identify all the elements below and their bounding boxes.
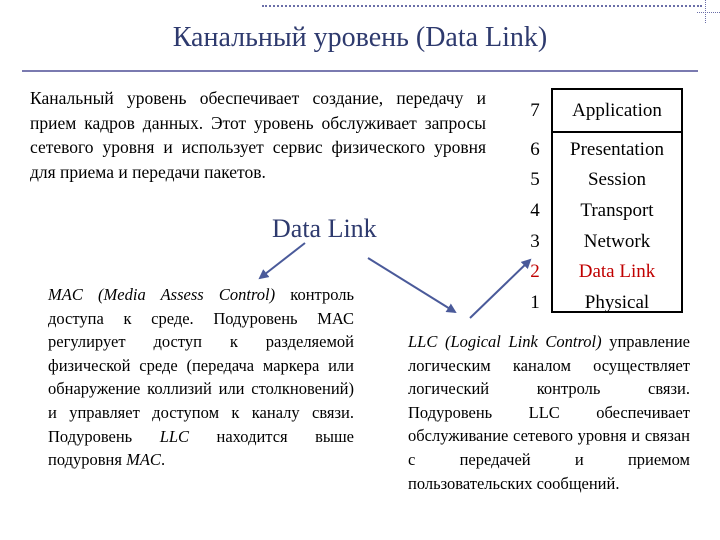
llc-abbr: LLC: [408, 332, 438, 351]
arrow-to-data-link-layer: [470, 260, 530, 318]
osi-layer-5-number: 5: [530, 169, 540, 190]
osi-layer-6-name: Presentation: [570, 139, 664, 160]
osi-layer-6-number: 6: [530, 139, 540, 160]
osi-layer-4-number: 4: [530, 200, 540, 221]
osi-layer-1-number: 1: [530, 292, 540, 313]
llc-expansion: (Logical Link Control): [444, 332, 602, 351]
arrow-to-mac: [260, 243, 305, 278]
mac-abbr: MAC: [48, 285, 83, 304]
mac-paragraph: [48, 283, 354, 472]
osi-layer-7-name: Application: [572, 100, 662, 121]
osi-layer-1-name: Physical: [584, 292, 650, 313]
mac-llc-ref: LLC: [159, 426, 190, 446]
osi-layer-4-name: Transport: [580, 200, 654, 221]
osi-layer-3-name: Network: [583, 231, 651, 252]
llc-text: управление логическим каналом осуществляет логический контроль связи. Подуровень LLC обеспечивает обслуживание сетевого уровня и связан с передачей и приемом пользовательских сообщений.: [408, 332, 690, 493]
mac-end: .: [160, 450, 166, 470]
data-link-heading: Data Link: [272, 214, 377, 243]
mac-expansion: (Media Assess Control): [98, 285, 276, 304]
mac-text-a: контроль доступа к среде. Подуровень МАС регулирует доступ к разделяемой физической среде (передача маркера или обнаружение коллизий или столкновений) и управляет доступом к каналу связи. Подуровень: [48, 285, 355, 446]
osi-layer-7-number: 7: [530, 100, 540, 121]
osi-layer-2-name: Data Link: [578, 261, 656, 282]
osi-layer-5-name: Session: [587, 169, 647, 190]
osi-layer-2-number: 2: [530, 261, 540, 282]
intro-paragraph: Канальный уровень обеспечивает создание, передачу и прием кадров данных. Этот уровень обслуживает запросы сетевого уровня и использует сервис физического уровня для приема и передачи пакетов.: [30, 88, 486, 182]
llc-paragraph: [408, 330, 690, 495]
slide-title: Канальный уровень (Data Link): [172, 22, 548, 53]
mac-mac-ref: MAC: [126, 450, 161, 470]
mac-text-b: находится выше подуровня: [48, 426, 354, 470]
arrow-to-llc: [368, 258, 455, 312]
osi-layer-3-number: 3: [530, 231, 540, 252]
